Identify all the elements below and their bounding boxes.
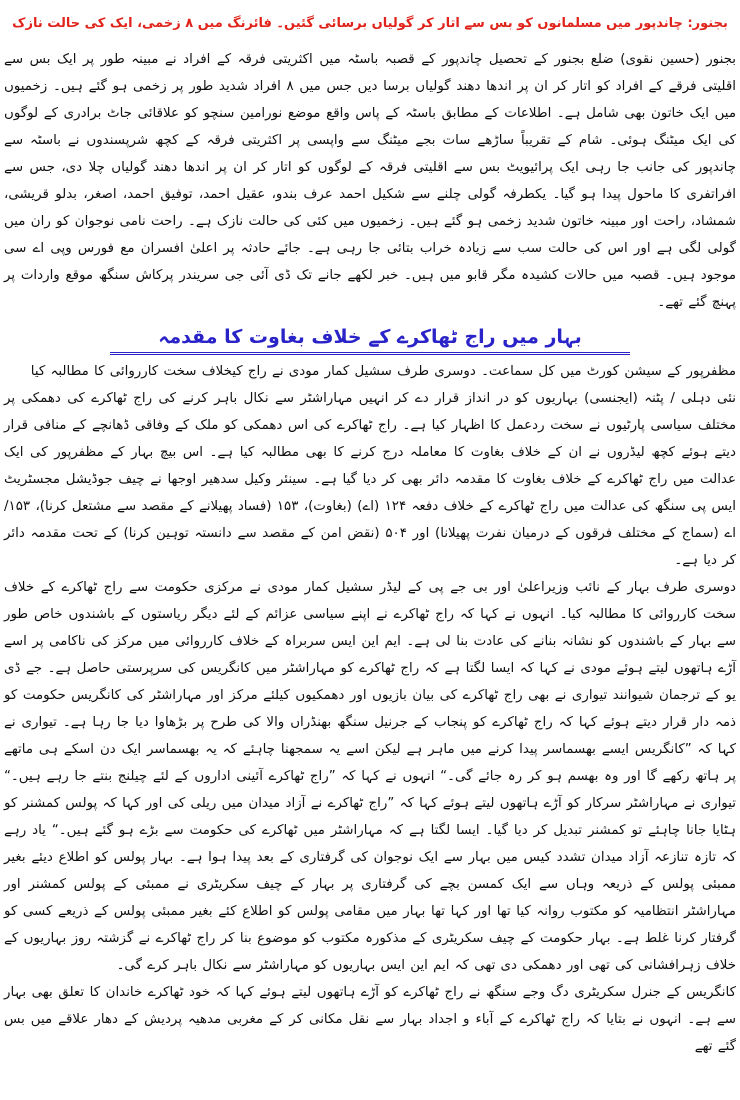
article2-headline-text: بہار میں راج ٹھاکرے کے خلاف بغاوت کا مقدمہ: [110, 322, 630, 355]
article1-headline: بجنور: چاندپور میں مسلمانوں کو بس سے اتار کر گولیاں برسائی گئیں۔ فائرنگ میں ۸ زخمی، ایک کی حالت نازک: [12, 16, 728, 31]
article2-paragraph: دوسری طرف بہار کے نائب وزیراعلیٰ اور بی جے پی کے لیڈر سشیل کمار مودی نے مرکزی حکومت سے راج ٹھاکرے کے خلاف سخت کارروائی کا مطالبہ کیا۔ انہوں نے کہا کہ راج ٹھاکرے نے اپنے سیاسی عزائم کے لئے دیگر ریاستوں کے باشندوں خاص طور سے بہار کے باشندوں کو نشانہ بنانے کی عادت بنا لی ہے۔ ایم این ایس سربراہ کے خلاف کارروائی میں مرکز کی ناکامی پر اسے آڑے ہاتھوں لیتے ہوئے مودی نے کہا کہ ایسا لگتا ہے کہ راج ٹھاکرے کو مہاراشٹر میں کانگریس کی سرپرستی حاصل ہے۔ جے ڈی یو کے ترجمان شیوانند تیواری نے بھی راج ٹھاکرے کی بیان بازیوں اور دھمکیوں کیلئے مرکز اور مہاراشٹر کی کانگریس حکومت کو ذمہ دار قرار دیتے ہوئے کہا کہ راج ٹھاکرے کو پنجاب کے جرنیل سنگھ بھنڈراں والا کی طرح پر بڑھاوا دیا جا رہا ہے۔ تیواری نے کہا کہ ”کانگریس ایسے بھسماسر پیدا کرنے میں ماہر ہے لیکن اسے یہ سمجھنا چاہئے کہ یہ بھسماسر ایک دن اسکے ہی ماتھے پر ہاتھ رکھے گا اور وہ بھسم ہو کر رہ جائے گی۔“ انہوں نے کہا کہ ”راج ٹھاکرے آئینی اداروں کے لئے چیلنج بنتے جا رہے ہیں۔“ تیواری نے مہاراشٹر سرکار کو آڑے ہاتھوں لیتے ہوئے کہا کہ ”راج ٹھاکرے نے آزاد میدان میں ریلی کی اور کہا کہ پولس کمشنر کو ہٹایا جانا چاہئے تو کمشنر تبدیل کر دیا گیا۔ ایسا لگتا ہے کہ مہاراشٹر میں ٹھاکرے کی حکومت سے بڑے ہو گئے ہیں۔“ یاد رہے کہ تازہ تنازعہ آزاد میدان تشدد کیس میں بہار سے ایک نوجوان کی گرفتاری کے بعد پیدا ہوا ہے۔ بہار پولس کو اطلاع دیئے بغیر ممبئی پولس کے ذریعہ وہاں سے ایک کمسن بچے کی گرفتاری پر بہار کے چیف سکریٹری نے ممبئی کے پولس کمشنر اور مہاراشٹر انتظامیہ کو مکتوب روانہ کیا تھا اور کہا تھا بہار میں مقامی پولس کو اطلاع کئے بغیر ممبئی پولس کے ذریعے کسی کو گرفتار کرنا غلط ہے۔ بہار حکومت کے چیف سکریٹری کے مذکورہ مکتوب کو موضوع بنا کر راج ٹھاکرے نے گزشتہ روز بہاریوں کے خلاف زہرافشانی کی تھی اور دھمکی دی تھی کہ ایم این ایس بہاریوں کو مہاراشٹر سے نکال باہر کرے گی۔: [4, 580, 737, 973]
article1-body: بجنور (حسین نقوی) ضلع بجنور کے تحصیل چاندپور کے قصبہ باسٹہ میں اکثریتی فرقہ کے افراد نے مبینہ طور پر ایک بس سے اقلیتی فرقے کے افراد کو اتار کر ان پر اندھا دھند گولیاں برسا دیں جس میں ۸ افراد شدید طور پر زخمی ہو گئے ہیں۔ زخمیوں میں ایک خاتون بھی شامل ہے۔ اطلاعات کے مطابق باسٹہ کے پاس واقع موضع نورامین سنچو کو علاقائی جاٹ برادری کے لوگوں کی ایک میٹنگ ہوئی۔ شام کے تقریباً ساڑھے سات بجے میٹنگ سے واپسی پر اکثریتی فرقہ کے کچھ شرپسندوں نے باسٹہ سے چاندپور کی جانب جا رہی ایک پرائیویٹ بس سے اقلیتی فرقہ کے لوگوں کو اتار کر ان پر اندھا دھند گولیاں چلا دی، جس سے افراتفری کا ماحول پیدا ہو گیا۔ یکطرفہ گولی چلنے سے شکیل احمد عرف بندو، عقیل احمد، توفیق احمد، اصغر، بدلو قریشی، شمشاد، راحت اور مبینہ خاتون شدید زخمی ہو گئے ہیں۔ زخمیوں میں کئی کی حالت نازک ہے۔ راحت نامی نوجوان کو ران میں گولی لگی ہے اور اس کی حالت سب سے زیادہ خراب بتائی جا رہی ہے۔ جائے حادثہ پر اعلیٰ افسران مع فورس وپی اے سی موجود ہیں۔ قصبہ میں حالات کشیدہ مگر قابو میں ہیں۔ خبر لکھے جانے تک ڈی آئی جی سریندر پرکاش سنگھ موقع واردات پر پہنچ گئے تھے۔: [4, 52, 736, 310]
article2-story: [4, 358, 736, 1060]
article2-deck: مظفرپور کے سیشن کورٹ میں کل سماعت۔ دوسری طرف سشیل کمار مودی نے راج کیخلاف سخت کارروائی کا مطالبہ کیا: [30, 364, 736, 379]
article2-paragraph: کانگریس کے جنرل سکریٹری دگ وجے سنگھ نے راج ٹھاکرے کو آڑے ہاتھوں لیتے ہوئے کہا کہ خود ٹھاکرے خاندان کا تعلق بھی بہار سے ہے۔ انہوں نے بتایا کہ راج ٹھاکرے کے آباء و اجداد بہار سے نقل مکانی کر کے مغربی مدھیہ پردیش کے دھار علاقے میں بس گئے تھے: [4, 985, 736, 1054]
article1-story: [4, 46, 736, 316]
article2-paragraph: نئی دہلی / پٹنہ (ایجنسی) بہاریوں کو در انداز قرار دے کر انہیں مہاراشٹر سے نکال باہر کرنے کی راج ٹھاکرے کی دھمکی پر مختلف سیاسی پارٹیوں نے سخت ردعمل کا اظہار کیا ہے۔ راج ٹھاکرے کی اس دھمکی کو ملک کے وفاقی ڈھانچے کے منافی قرار دیتے ہوئے کچھ لیڈروں نے ان کے خلاف بغاوت کا معاملہ درج کرنے کا بھی مطالبہ کیا ہے۔ اس بیچ بہار کے مظفرپور کی ایک عدالت میں راج ٹھاکرے کے خلاف بغاوت کا مقدمہ دائر بھی کر دیا گیا ہے۔ سینئر وکیل سدھیر اوجھا نے چیف جوڈیشل مجسٹریٹ ایس پی سنگھ کی عدالت میں راج ٹھاکرے کے خلاف دفعہ ۱۲۴ (اے) (بغاوت)، ۱۵۳ (فساد پھیلانے کے مقصد سے مشتعل کرنا)، ۱۵۳/اے (سماج کے مختلف فرقوں کے درمیان نفرت پھیلانا) اور ۵۰۴ (نقض امن کے مقصد سے دانستہ توہین کرنا) کے تحت مقدمہ دائر کر دیا ہے۔: [4, 391, 737, 568]
article2-headline: [4, 318, 736, 356]
